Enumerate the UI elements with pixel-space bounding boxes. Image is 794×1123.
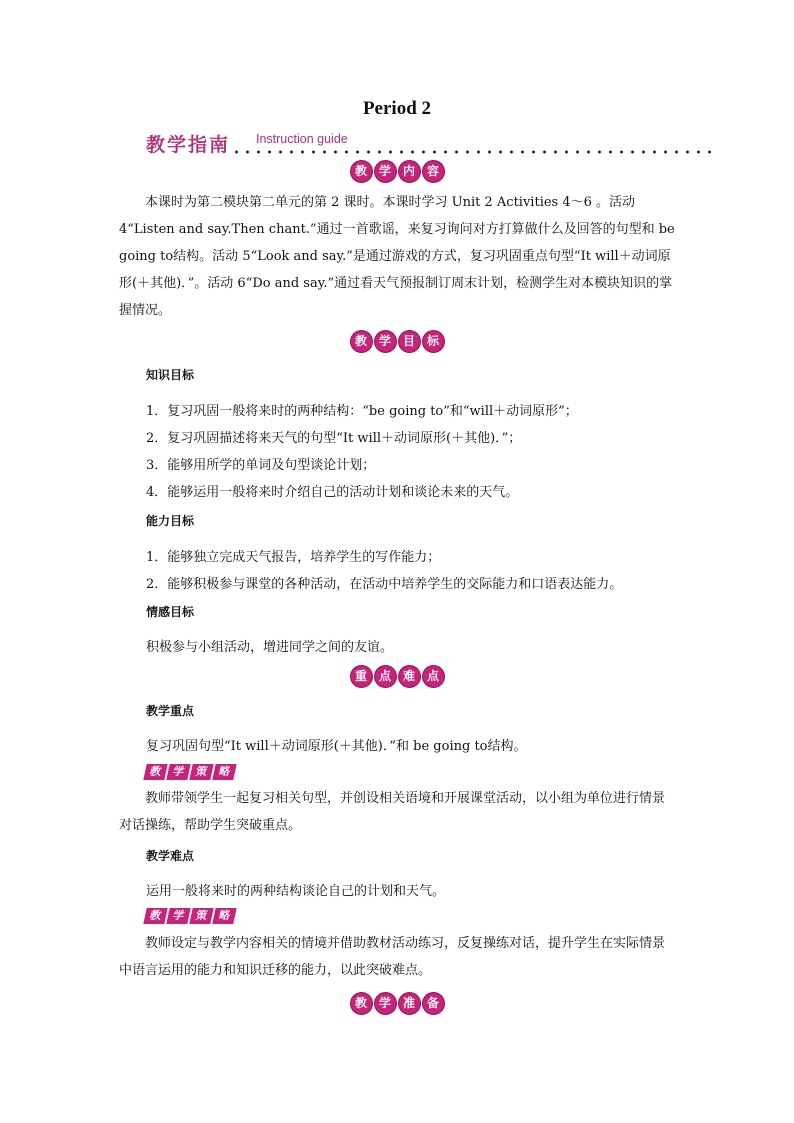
strategy-tag [145, 764, 235, 780]
tag-char: 教 [143, 908, 167, 924]
tag-char: 教 [143, 764, 167, 780]
section-badge-key [0, 665, 794, 688]
section-badge-prep [0, 992, 794, 1015]
badge-char: 容 [422, 160, 445, 183]
ability-heading: 能力目标 [146, 514, 195, 528]
badge-char: 点 [422, 665, 445, 688]
badge-char: 备 [422, 992, 445, 1015]
ability-item: 2．能够积极参与课堂的各种活动，在活动中培养学生的交际能力和口语表达能力。 [146, 577, 623, 592]
badge-char: 难 [398, 665, 421, 688]
badge-char: 教 [350, 160, 373, 183]
tag-char: 略 [212, 764, 236, 780]
badge-char: 内 [398, 160, 421, 183]
content-paragraph: 本课时为第二模块第二单元的第 2 课时。本课时学习 Unit 2 Activities 4～6 。活动4“Listen and say.Then chant.”通过一首歌谣，来复习询问对方打算做什么及回答的句型和 be going to结构。活动 5“Look and say.”是通过游戏的方式，复习巩固重点句型“It will＋动词原形(＋其他)．”。活动 6“Do and say.”通过看天气预报制订周末计划，检测学生对本模块知识的掌握情况。 [119, 195, 675, 318]
badge-char: 准 [398, 992, 421, 1015]
guide-title-en: Instruction guide [256, 132, 348, 146]
badge-char: 教 [350, 992, 373, 1015]
badge-char: 目 [398, 330, 421, 353]
dotted-rule [231, 150, 711, 154]
tag-char: 略 [212, 908, 236, 924]
tag-char: 策 [189, 908, 213, 924]
emotion-text: 积极参与小组活动，增进同学之间的友谊。 [146, 640, 394, 655]
difficulty-heading: 教学难点 [146, 849, 195, 863]
badge-char: 点 [374, 665, 397, 688]
knowledge-item: 1．复习巩固一般将来时的两种结构：“be going to”和“will＋动词原形”； [146, 404, 578, 419]
guide-title-cn: 教学指南 [146, 134, 231, 156]
instruction-guide-header [146, 130, 716, 158]
knowledge-item: 3．能够用所学的单词及句型谈论计划； [146, 458, 376, 473]
knowledge-heading: 知识目标 [146, 368, 195, 382]
tag-char: 策 [189, 764, 213, 780]
page-title: Period 2 [362, 98, 432, 119]
section-badge-content [0, 160, 794, 183]
emotion-heading: 情感目标 [146, 605, 195, 619]
badge-char: 教 [350, 330, 373, 353]
badge-char: 标 [422, 330, 445, 353]
focus-text: 复习巩固句型“It will＋动词原形(＋其他)．”和 be going to结构。 [146, 739, 527, 754]
focus-heading: 教学重点 [146, 704, 195, 718]
difficulty-strategy: 教师设定与教学内容相关的情境并借助教材活动练习，反复操练对话，提升学生在实际情景中语言运用的能力和知识迁移的能力，以此突破难点。 [119, 936, 666, 978]
knowledge-item: 4．能够运用一般将来时介绍自己的活动计划和谈论未来的天气。 [146, 485, 519, 500]
badge-char: 重 [350, 665, 373, 688]
tag-char: 学 [166, 908, 190, 924]
badge-char: 学 [374, 160, 397, 183]
badge-char: 学 [374, 992, 397, 1015]
knowledge-item: 2．复习巩固描述将来天气的句型“It will＋动词原形(＋其他)．”； [146, 431, 522, 446]
strategy-tag [145, 908, 235, 924]
tag-char: 学 [166, 764, 190, 780]
badge-char: 学 [374, 330, 397, 353]
difficulty-text: 运用一般将来时的两种结构谈论自己的计划和天气。 [146, 884, 446, 899]
section-badge-goals [0, 330, 794, 353]
focus-strategy: 教师带领学生一起复习相关句型，并创设相关语境和开展课堂活动，以小组为单位进行情景对话操练，帮助学生突破重点。 [119, 791, 666, 833]
ability-item: 1．能够独立完成天气报告，培养学生的写作能力； [146, 550, 441, 565]
